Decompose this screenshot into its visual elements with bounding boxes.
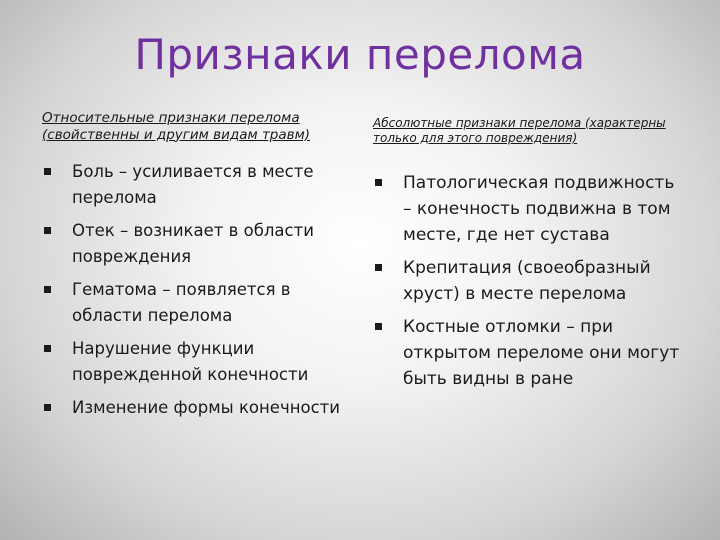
list-item-text: Боль – усиливается в месте перелома — [72, 162, 314, 207]
list-item — [373, 255, 683, 307]
square-bullet-icon — [44, 345, 51, 352]
list-item-text: Отек – возникает в области повреждения — [72, 221, 314, 266]
absolute-signs-list — [373, 170, 683, 392]
square-bullet-icon — [44, 286, 51, 293]
square-bullet-icon — [375, 179, 382, 186]
list-item-text: Нарушение функции поврежденной конечности — [72, 339, 309, 384]
relative-signs-heading: Относительные признаки перелома (свойственны и другим видам травм) — [42, 110, 311, 143]
relative-signs-column — [42, 110, 342, 428]
list-item-text: Изменение формы конечности — [72, 398, 340, 417]
square-bullet-icon — [375, 264, 382, 271]
list-item — [42, 218, 342, 270]
list-item-text: Крепитация (своеобразный хруст) в месте перелома — [403, 258, 651, 304]
list-item — [42, 336, 342, 388]
list-item-text: Патологическая подвижность – конечность подвижна в том месте, где нет сустава — [403, 173, 675, 245]
square-bullet-icon — [375, 323, 382, 330]
list-item-text: Гематома – появляется в области перелома — [72, 280, 291, 325]
square-bullet-icon — [44, 227, 51, 234]
list-item — [373, 170, 683, 248]
list-item — [42, 159, 342, 211]
list-item — [373, 314, 683, 392]
relative-signs-list — [42, 159, 342, 421]
square-bullet-icon — [44, 404, 51, 411]
list-item-text: Костные отломки – при открытом переломе они могут быть видны в ране — [403, 317, 680, 389]
list-item — [42, 277, 342, 329]
list-item — [42, 395, 342, 421]
absolute-signs-column — [373, 110, 683, 399]
slide-title: Признаки перелома — [134, 30, 586, 79]
absolute-signs-heading: Абсолютные признаки перелома (характерны только для этого повреждения) — [373, 116, 666, 145]
square-bullet-icon — [44, 168, 51, 175]
